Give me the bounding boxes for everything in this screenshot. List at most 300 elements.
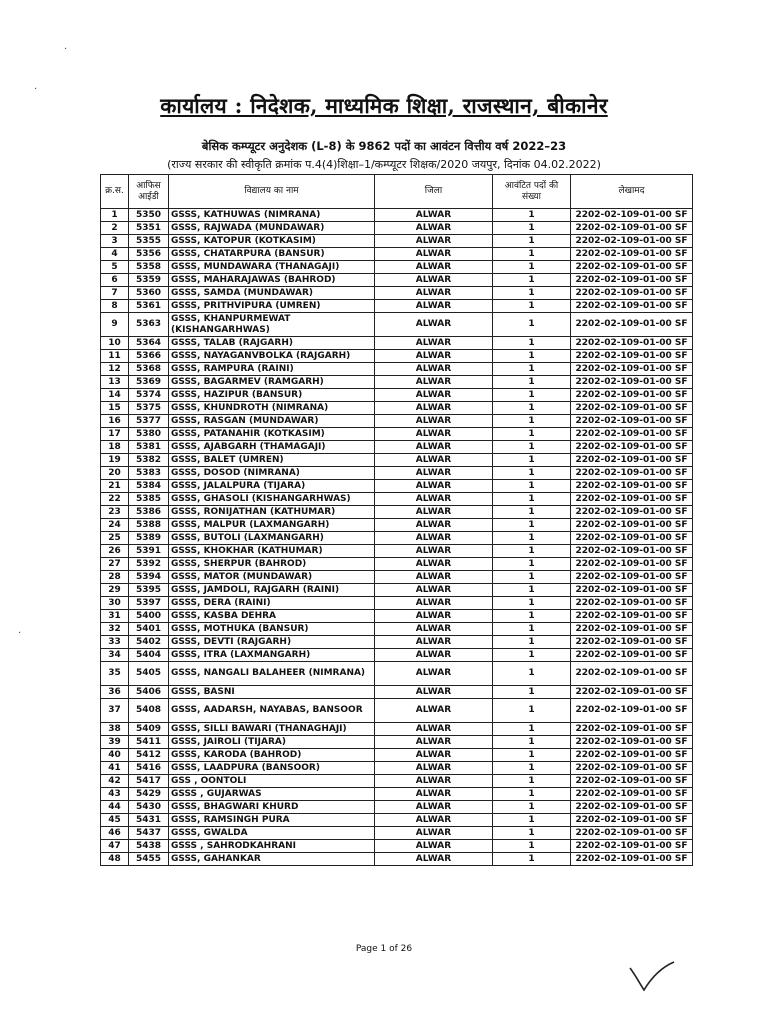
cell-school: GSSS, JALALPURA (TIJARA) <box>169 480 375 493</box>
cell-district: ALWAR <box>375 532 493 545</box>
cell-sno: 38 <box>101 723 129 736</box>
cell-account-head: 2202-02-109-01-00 SF <box>571 749 693 762</box>
cell-district: ALWAR <box>375 597 493 610</box>
cell-district: ALWAR <box>375 274 493 287</box>
cell-account-head: 2202-02-109-01-00 SF <box>571 801 693 814</box>
scan-speck: · <box>18 628 22 639</box>
cell-district: ALWAR <box>375 749 493 762</box>
cell-school: GSSS, BUTOLI (LAXMANGARH) <box>169 532 375 545</box>
cell-school: GSSS, BHAGWARI KHURD <box>169 801 375 814</box>
cell-office-id: 5359 <box>129 274 169 287</box>
cell-posts: 1 <box>493 235 571 248</box>
cell-sno: 37 <box>101 699 129 723</box>
cell-sno: 16 <box>101 415 129 428</box>
table-header-row <box>101 175 693 209</box>
cell-posts: 1 <box>493 584 571 597</box>
table-row <box>101 736 693 749</box>
table-row <box>101 853 693 866</box>
cell-account-head: 2202-02-109-01-00 SF <box>571 840 693 853</box>
cell-school: GSSS, RAMPURA (RAINI) <box>169 363 375 376</box>
cell-district: ALWAR <box>375 623 493 636</box>
cell-sno: 13 <box>101 376 129 389</box>
cell-posts: 1 <box>493 389 571 402</box>
cell-school: GSSS , SAHRODKAHRANI <box>169 840 375 853</box>
cell-district: ALWAR <box>375 662 493 686</box>
cell-school: GSSS, KHOKHAR (KATHUMAR) <box>169 545 375 558</box>
cell-sno: 43 <box>101 788 129 801</box>
cell-sno: 1 <box>101 209 129 222</box>
cell-account-head: 2202-02-109-01-00 SF <box>571 467 693 480</box>
table-row <box>101 454 693 467</box>
cell-account-head: 2202-02-109-01-00 SF <box>571 222 693 235</box>
cell-school: GSSS , GUJARWAS <box>169 788 375 801</box>
cell-office-id: 5386 <box>129 506 169 519</box>
cell-posts: 1 <box>493 441 571 454</box>
table-row <box>101 840 693 853</box>
cell-sno: 34 <box>101 649 129 662</box>
cell-posts: 1 <box>493 686 571 699</box>
cell-posts: 1 <box>493 545 571 558</box>
cell-office-id: 5406 <box>129 686 169 699</box>
cell-account-head: 2202-02-109-01-00 SF <box>571 287 693 300</box>
cell-sno: 5 <box>101 261 129 274</box>
table-row <box>101 506 693 519</box>
cell-office-id: 5409 <box>129 723 169 736</box>
cell-posts: 1 <box>493 415 571 428</box>
cell-office-id: 5394 <box>129 571 169 584</box>
cell-account-head: 2202-02-109-01-00 SF <box>571 623 693 636</box>
cell-posts: 1 <box>493 840 571 853</box>
cell-sno: 2 <box>101 222 129 235</box>
cell-school: GSSS, PRITHVIPURA (UMREN) <box>169 300 375 313</box>
cell-sno: 33 <box>101 636 129 649</box>
table-row <box>101 493 693 506</box>
cell-district: ALWAR <box>375 441 493 454</box>
cell-sno: 24 <box>101 519 129 532</box>
cell-account-head: 2202-02-109-01-00 SF <box>571 454 693 467</box>
cell-school: GSSS, SAMDA (MUNDAWAR) <box>169 287 375 300</box>
cell-account-head: 2202-02-109-01-00 SF <box>571 736 693 749</box>
cell-sno: 8 <box>101 300 129 313</box>
cell-sno: 45 <box>101 814 129 827</box>
cell-sno: 14 <box>101 389 129 402</box>
cell-district: ALWAR <box>375 699 493 723</box>
table-row <box>101 300 693 313</box>
cell-account-head: 2202-02-109-01-00 SF <box>571 853 693 866</box>
cell-office-id: 5411 <box>129 736 169 749</box>
cell-posts: 1 <box>493 402 571 415</box>
cell-office-id: 5438 <box>129 840 169 853</box>
cell-account-head: 2202-02-109-01-00 SF <box>571 441 693 454</box>
cell-district: ALWAR <box>375 287 493 300</box>
cell-sno: 35 <box>101 662 129 686</box>
cell-sno: 36 <box>101 686 129 699</box>
table-row <box>101 350 693 363</box>
cell-account-head: 2202-02-109-01-00 SF <box>571 814 693 827</box>
cell-sno: 46 <box>101 827 129 840</box>
cell-office-id: 5404 <box>129 649 169 662</box>
cell-school: GSSS, RASGAN (MUNDAWAR) <box>169 415 375 428</box>
table-row <box>101 649 693 662</box>
cell-office-id: 5364 <box>129 337 169 350</box>
table-row <box>101 337 693 350</box>
cell-school: GSSS, HAZIPUR (BANSUR) <box>169 389 375 402</box>
cell-sno: 28 <box>101 571 129 584</box>
table-row <box>101 623 693 636</box>
cell-posts: 1 <box>493 248 571 261</box>
cell-district: ALWAR <box>375 493 493 506</box>
cell-school: GSSS, KASBA DEHRA <box>169 610 375 623</box>
cell-district: ALWAR <box>375 506 493 519</box>
cell-posts: 1 <box>493 261 571 274</box>
cell-office-id: 5417 <box>129 775 169 788</box>
cell-office-id: 5401 <box>129 623 169 636</box>
table-row <box>101 389 693 402</box>
cell-posts: 1 <box>493 363 571 376</box>
cell-account-head: 2202-02-109-01-00 SF <box>571 389 693 402</box>
cell-account-head: 2202-02-109-01-00 SF <box>571 723 693 736</box>
table-row <box>101 235 693 248</box>
cell-school: GSSS, AJABGARH (THAMAGAJI) <box>169 441 375 454</box>
cell-district: ALWAR <box>375 610 493 623</box>
table-row <box>101 584 693 597</box>
table-row <box>101 209 693 222</box>
cell-school: GSSS, SILLI BAWARI (THANAGHAJI) <box>169 723 375 736</box>
cell-posts: 1 <box>493 762 571 775</box>
cell-district: ALWAR <box>375 313 493 337</box>
cell-account-head: 2202-02-109-01-00 SF <box>571 480 693 493</box>
cell-account-head: 2202-02-109-01-00 SF <box>571 274 693 287</box>
cell-sno: 31 <box>101 610 129 623</box>
cell-account-head: 2202-02-109-01-00 SF <box>571 235 693 248</box>
cell-office-id: 5384 <box>129 480 169 493</box>
cell-office-id: 5383 <box>129 467 169 480</box>
cell-district: ALWAR <box>375 840 493 853</box>
cell-account-head: 2202-02-109-01-00 SF <box>571 493 693 506</box>
cell-account-head: 2202-02-109-01-00 SF <box>571 209 693 222</box>
cell-account-head: 2202-02-109-01-00 SF <box>571 775 693 788</box>
cell-district: ALWAR <box>375 337 493 350</box>
cell-sno: 41 <box>101 762 129 775</box>
cell-district: ALWAR <box>375 209 493 222</box>
cell-posts: 1 <box>493 636 571 649</box>
cell-account-head: 2202-02-109-01-00 SF <box>571 363 693 376</box>
cell-posts: 1 <box>493 532 571 545</box>
cell-posts: 1 <box>493 749 571 762</box>
cell-office-id: 5363 <box>129 313 169 337</box>
cell-office-id: 5360 <box>129 287 169 300</box>
cell-posts: 1 <box>493 376 571 389</box>
cell-school: GSSS, DERA (RAINI) <box>169 597 375 610</box>
cell-account-head: 2202-02-109-01-00 SF <box>571 313 693 337</box>
page-footer: Page 1 of 26 <box>355 944 413 954</box>
cell-school: GSSS, RONIJATHAN (KATHUMAR) <box>169 506 375 519</box>
cell-school: GSSS, ITRA (LAXMANGARH) <box>169 649 375 662</box>
cell-office-id: 5369 <box>129 376 169 389</box>
cell-school: GSSS, GWALDA <box>169 827 375 840</box>
cell-district: ALWAR <box>375 350 493 363</box>
cell-school: GSSS, CHATARPURA (BANSUR) <box>169 248 375 261</box>
cell-office-id: 5382 <box>129 454 169 467</box>
table-row <box>101 801 693 814</box>
cell-sno: 20 <box>101 467 129 480</box>
cell-posts: 1 <box>493 649 571 662</box>
cell-posts: 1 <box>493 300 571 313</box>
cell-school: GSSS, BALET (UMREN) <box>169 454 375 467</box>
cell-posts: 1 <box>493 222 571 235</box>
cell-office-id: 5385 <box>129 493 169 506</box>
cell-district: ALWAR <box>375 300 493 313</box>
cell-school: GSSS, TALAB (RAJGARH) <box>169 337 375 350</box>
cell-sno: 7 <box>101 287 129 300</box>
cell-district: ALWAR <box>375 636 493 649</box>
cell-posts: 1 <box>493 506 571 519</box>
cell-district: ALWAR <box>375 402 493 415</box>
header-sno: क्र.स. <box>101 175 129 209</box>
cell-account-head: 2202-02-109-01-00 SF <box>571 762 693 775</box>
cell-office-id: 5395 <box>129 584 169 597</box>
cell-school: GSSS, MAHARAJAWAS (BAHROD) <box>169 274 375 287</box>
table-row <box>101 261 693 274</box>
cell-account-head: 2202-02-109-01-00 SF <box>571 610 693 623</box>
cell-district: ALWAR <box>375 545 493 558</box>
cell-account-head: 2202-02-109-01-00 SF <box>571 597 693 610</box>
table-row <box>101 441 693 454</box>
cell-sno: 22 <box>101 493 129 506</box>
cell-district: ALWAR <box>375 649 493 662</box>
cell-district: ALWAR <box>375 261 493 274</box>
cell-posts: 1 <box>493 736 571 749</box>
cell-school: GSSS, MUNDAWARA (THANAGAJI) <box>169 261 375 274</box>
cell-school: GSSS, KHUNDROTH (NIMRANA) <box>169 402 375 415</box>
cell-sno: 48 <box>101 853 129 866</box>
cell-district: ALWAR <box>375 558 493 571</box>
cell-sno: 12 <box>101 363 129 376</box>
cell-account-head: 2202-02-109-01-00 SF <box>571 545 693 558</box>
cell-sno: 32 <box>101 623 129 636</box>
cell-district: ALWAR <box>375 762 493 775</box>
table-row <box>101 814 693 827</box>
cell-sno: 29 <box>101 584 129 597</box>
cell-office-id: 5437 <box>129 827 169 840</box>
cell-sno: 42 <box>101 775 129 788</box>
cell-account-head: 2202-02-109-01-00 SF <box>571 662 693 686</box>
cell-office-id: 5388 <box>129 519 169 532</box>
cell-district: ALWAR <box>375 519 493 532</box>
cell-sno: 3 <box>101 235 129 248</box>
cell-district: ALWAR <box>375 571 493 584</box>
cell-sno: 10 <box>101 337 129 350</box>
table-body <box>101 209 693 866</box>
cell-account-head: 2202-02-109-01-00 SF <box>571 428 693 441</box>
cell-office-id: 5366 <box>129 350 169 363</box>
cell-account-head: 2202-02-109-01-00 SF <box>571 300 693 313</box>
scan-speck: · <box>64 44 68 55</box>
cell-district: ALWAR <box>375 428 493 441</box>
header-posts: आवंटित पदों की संख्या <box>493 175 571 209</box>
cell-posts: 1 <box>493 287 571 300</box>
cell-school: GSSS, PATANAHIR (KOTKASIM) <box>169 428 375 441</box>
table-row <box>101 274 693 287</box>
table-row <box>101 287 693 300</box>
cell-posts: 1 <box>493 519 571 532</box>
cell-account-head: 2202-02-109-01-00 SF <box>571 519 693 532</box>
cell-account-head: 2202-02-109-01-00 SF <box>571 584 693 597</box>
cell-posts: 1 <box>493 571 571 584</box>
cell-account-head: 2202-02-109-01-00 SF <box>571 686 693 699</box>
cell-sno: 40 <box>101 749 129 762</box>
table-row <box>101 532 693 545</box>
cell-account-head: 2202-02-109-01-00 SF <box>571 827 693 840</box>
table-row <box>101 363 693 376</box>
cell-district: ALWAR <box>375 736 493 749</box>
cell-office-id: 5361 <box>129 300 169 313</box>
cell-sno: 9 <box>101 313 129 337</box>
cell-sno: 30 <box>101 597 129 610</box>
cell-school: GSSS, DOSOD (NIMRANA) <box>169 467 375 480</box>
cell-office-id: 5381 <box>129 441 169 454</box>
cell-sno: 15 <box>101 402 129 415</box>
table-row <box>101 545 693 558</box>
cell-school: GSSS, BAGARMEV (RAMGARH) <box>169 376 375 389</box>
page-title: कार्यालय : निदेशक, माध्यमिक शिक्षा, राजस्थान, बीकानेर <box>160 93 608 118</box>
cell-school: GSSS, DEVTI (RAJGARH) <box>169 636 375 649</box>
table-row <box>101 402 693 415</box>
cell-school: GSSS, BASNI <box>169 686 375 699</box>
cell-office-id: 5389 <box>129 532 169 545</box>
cell-school: GSSS, SHERPUR (BAHROD) <box>169 558 375 571</box>
cell-district: ALWAR <box>375 775 493 788</box>
cell-office-id: 5431 <box>129 814 169 827</box>
table-row <box>101 775 693 788</box>
table-row <box>101 610 693 623</box>
table-row <box>101 558 693 571</box>
cell-school: GSSS, RAJWADA (MUNDAWAR) <box>169 222 375 235</box>
cell-district: ALWAR <box>375 376 493 389</box>
cell-posts: 1 <box>493 428 571 441</box>
cell-account-head: 2202-02-109-01-00 SF <box>571 415 693 428</box>
cell-office-id: 5429 <box>129 788 169 801</box>
cell-school: GSSS, KARODA (BAHROD) <box>169 749 375 762</box>
cell-office-id: 5402 <box>129 636 169 649</box>
cell-posts: 1 <box>493 454 571 467</box>
cell-account-head: 2202-02-109-01-00 SF <box>571 248 693 261</box>
cell-district: ALWAR <box>375 814 493 827</box>
cell-district: ALWAR <box>375 389 493 402</box>
cell-district: ALWAR <box>375 801 493 814</box>
cell-office-id: 5380 <box>129 428 169 441</box>
cell-school: GSSS, KATOPUR (KOTKASIM) <box>169 235 375 248</box>
cell-office-id: 5391 <box>129 545 169 558</box>
cell-district: ALWAR <box>375 584 493 597</box>
cell-school: GSSS, NANGALI BALAHEER (NIMRANA) <box>169 662 375 686</box>
cell-posts: 1 <box>493 853 571 866</box>
cell-posts: 1 <box>493 699 571 723</box>
cell-posts: 1 <box>493 623 571 636</box>
cell-posts: 1 <box>493 558 571 571</box>
cell-posts: 1 <box>493 467 571 480</box>
cell-district: ALWAR <box>375 235 493 248</box>
cell-office-id: 5358 <box>129 261 169 274</box>
cell-school: GSSS, NAYAGANVBOLKA (RAJGARH) <box>169 350 375 363</box>
cell-office-id: 5397 <box>129 597 169 610</box>
cell-district: ALWAR <box>375 363 493 376</box>
cell-office-id: 5455 <box>129 853 169 866</box>
cell-district: ALWAR <box>375 788 493 801</box>
header-account-head: लेखामद <box>571 175 693 209</box>
cell-sno: 4 <box>101 248 129 261</box>
cell-posts: 1 <box>493 610 571 623</box>
cell-posts: 1 <box>493 313 571 337</box>
cell-posts: 1 <box>493 209 571 222</box>
cell-district: ALWAR <box>375 415 493 428</box>
cell-sno: 23 <box>101 506 129 519</box>
cell-office-id: 5356 <box>129 248 169 261</box>
cell-office-id: 5405 <box>129 662 169 686</box>
cell-posts: 1 <box>493 788 571 801</box>
table-row <box>101 762 693 775</box>
table-row <box>101 428 693 441</box>
cell-sno: 11 <box>101 350 129 363</box>
cell-posts: 1 <box>493 814 571 827</box>
cell-office-id: 5392 <box>129 558 169 571</box>
cell-posts: 1 <box>493 827 571 840</box>
cell-account-head: 2202-02-109-01-00 SF <box>571 376 693 389</box>
table-row <box>101 827 693 840</box>
cell-district: ALWAR <box>375 723 493 736</box>
cell-account-head: 2202-02-109-01-00 SF <box>571 636 693 649</box>
cell-account-head: 2202-02-109-01-00 SF <box>571 649 693 662</box>
table-row <box>101 467 693 480</box>
cell-account-head: 2202-02-109-01-00 SF <box>571 532 693 545</box>
cell-office-id: 5374 <box>129 389 169 402</box>
cell-posts: 1 <box>493 493 571 506</box>
cell-office-id: 5377 <box>129 415 169 428</box>
cell-district: ALWAR <box>375 467 493 480</box>
cell-sno: 47 <box>101 840 129 853</box>
cell-school: GSS , OONTOLI <box>169 775 375 788</box>
cell-sno: 17 <box>101 428 129 441</box>
cell-district: ALWAR <box>375 454 493 467</box>
table-row <box>101 699 693 723</box>
table-row <box>101 597 693 610</box>
checkmark-icon <box>628 960 676 994</box>
header-office-id: आफिस आईडी <box>129 175 169 209</box>
table-row <box>101 248 693 261</box>
cell-school: GSSS, GHASOLI (KISHANGARHWAS) <box>169 493 375 506</box>
cell-posts: 1 <box>493 337 571 350</box>
cell-office-id: 5408 <box>129 699 169 723</box>
cell-posts: 1 <box>493 662 571 686</box>
cell-school: GSSS, LAADPURA (BANSOOR) <box>169 762 375 775</box>
table-row <box>101 313 693 337</box>
cell-district: ALWAR <box>375 827 493 840</box>
cell-posts: 1 <box>493 801 571 814</box>
cell-account-head: 2202-02-109-01-00 SF <box>571 788 693 801</box>
cell-office-id: 5430 <box>129 801 169 814</box>
cell-posts: 1 <box>493 480 571 493</box>
cell-school: GSSS, KATHUWAS (NIMRANA) <box>169 209 375 222</box>
cell-school: GSSS, RAMSINGH PURA <box>169 814 375 827</box>
cell-account-head: 2202-02-109-01-00 SF <box>571 337 693 350</box>
table-row <box>101 723 693 736</box>
cell-sno: 27 <box>101 558 129 571</box>
table-row <box>101 376 693 389</box>
cell-office-id: 5400 <box>129 610 169 623</box>
table-row <box>101 415 693 428</box>
cell-office-id: 5368 <box>129 363 169 376</box>
header-school: विद्यालय का नाम <box>169 175 375 209</box>
